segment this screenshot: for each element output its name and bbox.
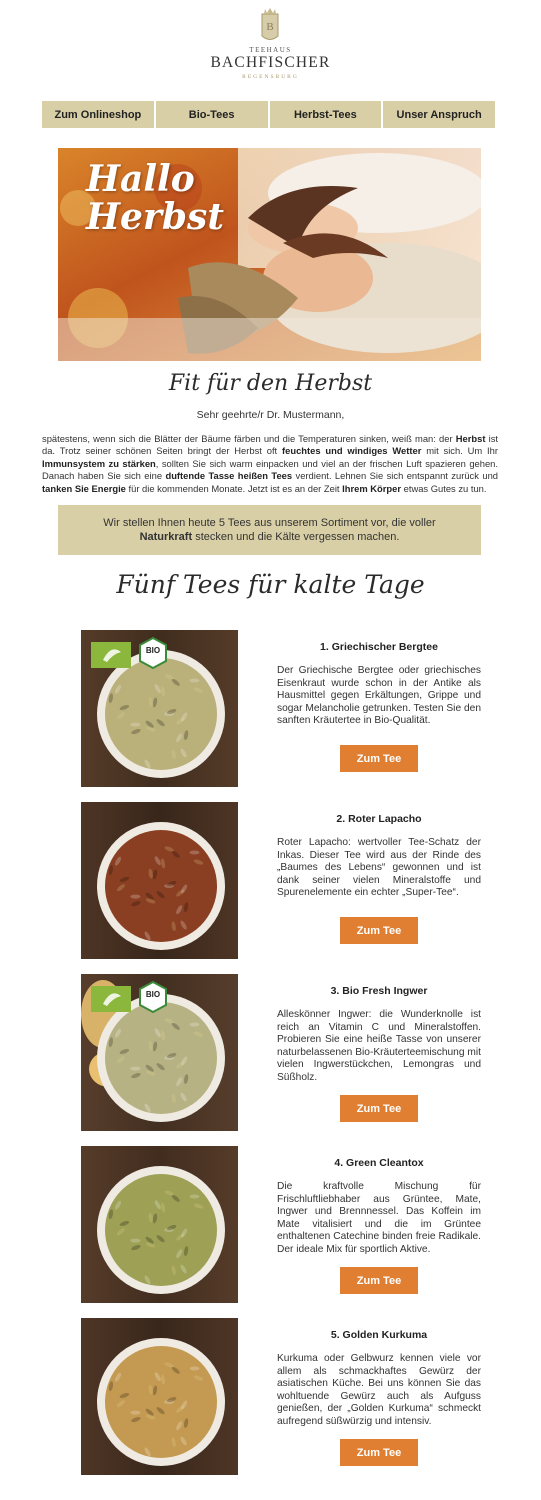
product-text: [277, 630, 481, 728]
intro-bold-4: duftende Tasse heißen Tees: [165, 470, 293, 482]
greeting: Sehr geehrte/r Dr. Mustermann,: [196, 409, 345, 421]
intro-text-1: spätestens, wenn sich die Blätter der Bäume färben und die Temperaturen sinken, weiß man: der: [42, 433, 456, 444]
product-image[interactable]: [81, 1318, 238, 1475]
nav-onlineshop[interactable]: Zum Onlineshop: [42, 101, 154, 128]
product-title[interactable]: 1. Griechischer Bergtee: [320, 641, 438, 653]
intro-text-3: mit sich. Um Ihr: [421, 445, 498, 457]
product-golden-kurkuma: [81, 1318, 497, 1476]
product-description: Die kraftvolle Mischung für Frischluftliebhaber aus Grüntee, Mate, Ingwer und Brennnessel. Das Koffein im Mate vitalisiert und die im Grüntee enthaltenen Catechine binden freie Radikale. Der ideale Mix für sportlich Aktive.: [277, 1181, 481, 1255]
product-griechischer-bergtee: [81, 630, 497, 788]
product-image[interactable]: [81, 802, 238, 959]
product-title[interactable]: 2. Roter Lapacho: [336, 813, 422, 825]
hero-title: [86, 160, 224, 236]
intro-text-6: für die kommenden Monate. Jetzt ist es an der Zeit: [125, 482, 343, 494]
main-nav: [42, 101, 495, 128]
callout-text-1: Wir stellen Ihnen heute 5 Tees aus unserem Sortiment vor, die voller: [103, 516, 436, 529]
product-image[interactable]: [81, 1146, 238, 1303]
intro-text-4: , sollten Sie sich warm einpacken und viel an der frischen Luft spazieren gehen. Danach haben Sie sich eine: [42, 457, 498, 482]
zum-tee-button[interactable]: Zum Tee: [340, 745, 418, 772]
product-image[interactable]: [81, 974, 238, 1131]
brand-top-text: TEEHAUS: [249, 46, 292, 54]
bio-seal-icon: BIO: [145, 646, 161, 655]
nav-herbst-tees[interactable]: Herbst-Tees: [270, 101, 382, 128]
section-heading: Fünf Tees für kalte Tage: [116, 570, 425, 599]
zum-tee-button[interactable]: Zum Tee: [340, 1439, 418, 1466]
tea-bowl-image: [81, 802, 238, 959]
intro-bold-3: Immunsystem zu stärken: [42, 457, 156, 469]
product-title[interactable]: 4. Green Cleantox: [334, 1157, 424, 1169]
nav-bio-tees[interactable]: Bio-Tees: [156, 101, 268, 128]
hero-banner[interactable]: [58, 148, 481, 361]
intro-bold-5: tanken Sie Energie: [42, 482, 126, 494]
product-title[interactable]: 3. Bio Fresh Ingwer: [330, 985, 428, 997]
intro-bold-6: Ihrem Körper: [342, 482, 402, 494]
intro-text-7: etwas Gutes zu tun.: [401, 482, 487, 494]
crest-logo-icon[interactable]: [259, 6, 281, 44]
tea-bowl-image: [81, 1318, 238, 1475]
brand-name[interactable]: BACHFISCHER: [210, 54, 331, 71]
hero-title-line-2: Herbst: [86, 196, 224, 238]
intro-bold-2: feuchtes und windiges Wetter: [282, 445, 422, 457]
product-text: [277, 1318, 481, 1429]
callout-bold: Naturkraft: [139, 531, 193, 543]
email-header: [0, 0, 541, 96]
product-bio-fresh-ingwer: [81, 974, 497, 1132]
product-green-cleantox: [81, 1146, 497, 1304]
callout-box: [58, 505, 481, 555]
product-text: [277, 974, 481, 1085]
intro-paragraph: [42, 433, 498, 495]
product-title[interactable]: 5. Golden Kurkuma: [330, 1329, 428, 1341]
intro-text-2: ist da. Trotz seiner schönen Seiten bringt der Herbst oft: [42, 433, 498, 457]
tea-bowl-image: [81, 1146, 238, 1303]
product-text: [277, 1146, 481, 1257]
product-description: Der Griechische Bergtee oder griechisches Eisenkraut wurde schon in der Antike als Hausmittel gegen Erkältungen, Grippe und sogar Melancholie getrunken. Testen Sie den sanften Kräutertee in Bio-Qualität.: [277, 665, 481, 727]
product-roter-lapacho: [81, 802, 497, 960]
hero-title-line-1: Hallo: [86, 158, 195, 200]
callout-text: [80, 516, 459, 545]
zum-tee-button[interactable]: Zum Tee: [340, 917, 418, 944]
intro-heading: Fit für den Herbst: [168, 371, 373, 396]
product-image[interactable]: [81, 630, 238, 787]
bio-seal-icon: BIO: [145, 990, 161, 999]
svg-text:B: B: [266, 21, 274, 33]
callout-text-2: stecken und die Kälte vergessen machen.: [192, 531, 400, 543]
intro-text-5: verdient. Lehnen Sie sich entspannt zurück und: [292, 470, 498, 482]
nav-unser-anspruch[interactable]: Unser Anspruch: [383, 101, 495, 128]
zum-tee-button[interactable]: Zum Tee: [340, 1267, 418, 1294]
zum-tee-button[interactable]: Zum Tee: [340, 1095, 418, 1122]
brand-location: REGENSBURG: [242, 74, 299, 80]
intro-bold-1: Herbst: [455, 433, 486, 444]
product-description: Alleskönner Ingwer: die Wunderknolle ist reich an Vitamin C und Mineralstoffen. Probieren Sie eine heiße Tasse von unserer naturbelassenen Bio-Kräuterteemischung mit vielen Ingwerstückchen, Lemongras und Süßholz.: [277, 1009, 481, 1083]
product-text: [277, 802, 481, 900]
product-description: Roter Lapacho: wertvoller Tee-Schatz der Inkas. Dieser Tee wird aus der Rinde des „Baumes des Lebens“ gewonnen und ist dank seiner vielen Mineralstoffe und Spurenelemente ein echter „Super-Tee“.: [277, 837, 481, 899]
product-description: Kurkuma oder Gelbwurz kennen viele vor allem als schmackhaftes Gewürz der asiatischen Küche. Bei uns können Sie das wohltuende Gewürz auch als Aufguss genießen, der „Golden Kurkuma“ schmeckt aufregend süßwürzig und intensiv.: [277, 1353, 481, 1427]
